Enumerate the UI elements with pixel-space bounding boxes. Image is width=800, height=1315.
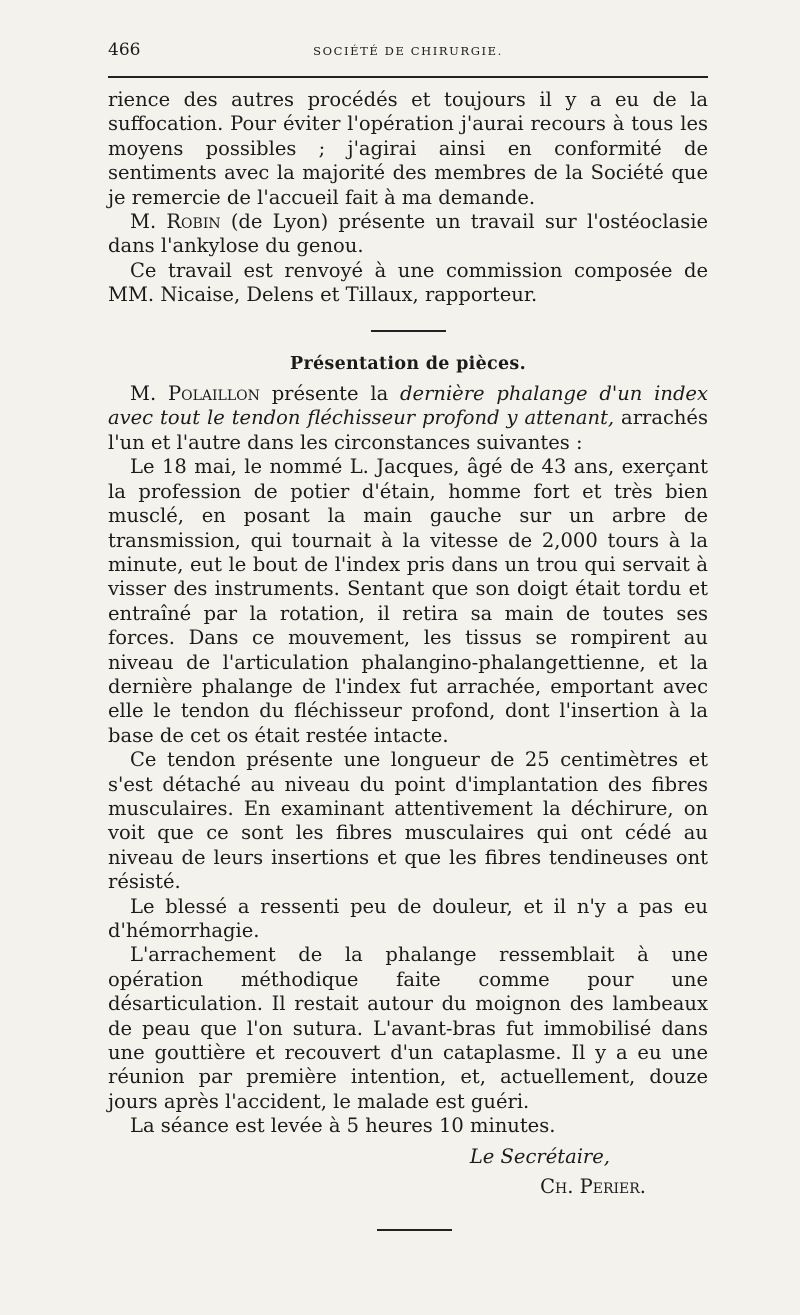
commission-paragraph: Ce travail est renvoyé à une commission composée de MM. Nicaise, Delens et Tillaux, rapporteur.: [108, 258, 708, 307]
signature-name: Ch. Perier.: [540, 1175, 646, 1199]
robin-paragraph: [108, 210, 708, 259]
running-title: SOCIÉTÉ DE CHIRURGIE.: [313, 44, 503, 58]
polaillon-italic: dernière phalange d'un index avec tout le tendon fléchisseur profond y attenant,: [108, 382, 708, 430]
robin-text: (de Lyon) présente un travail sur l'ostéoclasie dans l'ankylose du genou.: [108, 210, 708, 258]
polaillon-lead: M.: [130, 382, 168, 406]
polaillon-verb: présente la: [259, 382, 401, 406]
case-paragraph-4: L'arrachement de la phalange ressemblait à une opération méthodique faite comme pour une désarticulation. Il restait autour du moignon des lambeaux de peau que l'on sutura. L'avant-bras fut immobilisé dans une gouttière et recouvert d'un cataplasme. Il y a eu une réunion par première intention, et, actuellement, douze jours après l'accident, le malade est guéri.: [108, 943, 708, 1113]
page-number: 466: [108, 40, 141, 60]
end-rule: [377, 1229, 452, 1231]
opening-paragraph: rience des autres procédés et toujours il y a eu de la suffocation. Pour éviter l'opération j'aurai recours à tous les moyens possibles ; j'agirai ainsi en conformité de sentiments avec la majorité des membres de la Société que je remercie de l'accueil fait à ma demande.: [108, 88, 708, 209]
document-page: [108, 40, 708, 1231]
header-rule: [108, 76, 708, 78]
section-title: Présentation de pièces.: [290, 353, 526, 374]
case-paragraph-1: Le 18 mai, le nommé L. Jacques, âgé de 43 ans, exerçant la profession de potier d'étain, homme fort et très bien musclé, en posant la main gauche sur un arbre de transmission, qui tournait à la vitesse de 2,000 tours à la minute, eut le bout de l'index pris dans un trou qui servait à visser des instruments. Sentant que son doigt était tordu et entraîné par la rotation, il retira sa main de toutes ses forces. Dans ce mouvement, les tissus se rompirent au niveau de l'articulation phalangino-phalangettienne, et la dernière phalange de l'index fut arrachée, emportant avec elle le tendon du fléchisseur profond, dont l'insertion à la base de cet os était restée intacte.: [108, 455, 708, 747]
polaillon-paragraph: [108, 382, 708, 455]
case-paragraph-2: Ce tendon présente une longueur de 25 centimètres et s'est détaché au niveau du point d'implantation des fibres musculaires. En examinant attentivement la déchirure, on voit que ce sont les fibres musculaires qui ont cédé au niveau de leurs insertions et que les fibres tendineuses ont résisté.: [108, 748, 708, 894]
robin-lead: M.: [130, 210, 167, 234]
closing-paragraph: La séance est levée à 5 heures 10 minutes.: [130, 1114, 556, 1138]
polaillon-name: Polaillon: [168, 382, 260, 406]
polaillon-rest: arrachés l'un et l'autre dans les circonstances suivantes :: [108, 406, 708, 454]
signature-title: Le Secrétaire,: [469, 1144, 610, 1168]
body-text: [108, 88, 708, 1231]
case-paragraph-3: Le blessé a ressenti peu de douleur, et il n'y a pas eu d'hémorrhagie.: [108, 894, 708, 942]
page-header: [108, 40, 708, 68]
section-divider: [371, 330, 446, 332]
robin-name: Robin: [166, 210, 221, 234]
